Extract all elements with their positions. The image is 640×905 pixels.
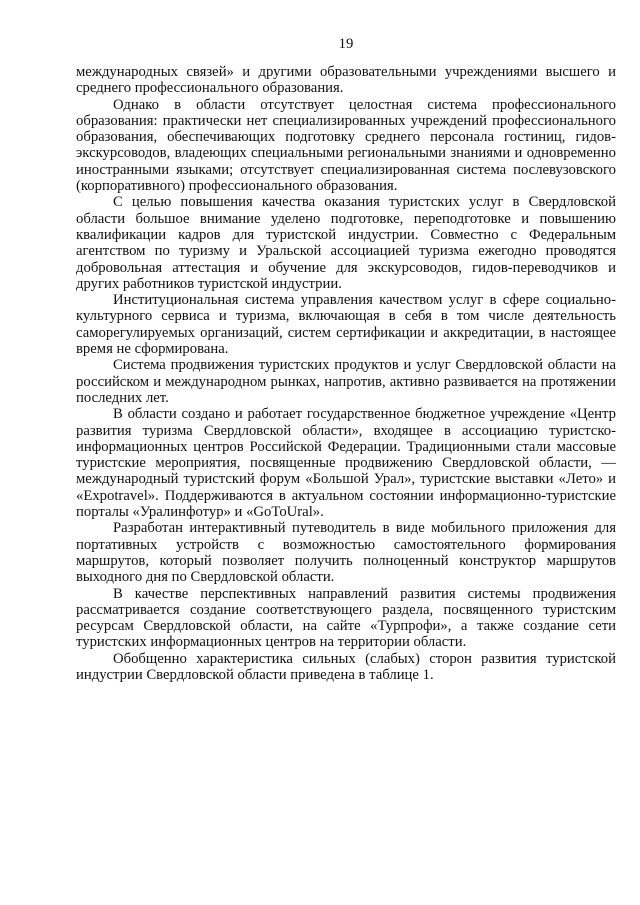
paragraph-6: В области создано и работает государственное бюджетное учреждение «Центр развития туризма Свердловской области», входящее в ассоциацию туристско-информационных центров Российской Федерации. Традиционными стали массовые туристские мероприятия, посвященные продвижению Свердловской области, — международный туристский форум «Большой Урал», туристские выставки «Лето» и «Expotravel». Поддерживаются в актуальном состоянии информационно-туристские порталы «Уралинфотур» и «GoToUral». — [76, 406, 616, 521]
paragraph-4: Институциональная система управления качеством услуг в сфере социально-культурного сервиса и туризма, включающая в себя в том числе деятельность саморегулируемых организаций, систем сертификации и аккредитации, в настоящее время не сформирована. — [76, 292, 616, 358]
paragraph-2: Однако в области отсутствует целостная система профессионального образования: практически нет специализированных учреждений профессионального образования, обеспечивающих подготовку среднего персонала гостиниц, гидов-экскурсоводов, владеющих специальными региональными знаниями и одновременно иностранными языками; отсутствует специализированная система послевузовского (корпоративного) профессионального образования. — [76, 96, 616, 195]
document-body — [76, 64, 616, 683]
paragraph-3: С целью повышения качества оказания туристских услуг в Свердловской области большое внимание уделено подготовке, переподготовке и повышению квалификации кадров для туристской индустрии. Совместно с Федеральным агентством по туризму и Уральской ассоциацией туризма ежегодно проводятся добровольная аттестация и обучение для экскурсоводов, гидов-переводчиков и других работников туристской индустрии. — [76, 194, 616, 292]
page-number: 19 — [338, 36, 354, 52]
paragraph-5: Система продвижения туристских продуктов и услуг Свердловской области на российском и международном рынках, напротив, активно развивается на протяжении последних лет. — [76, 357, 616, 406]
paragraph-8: В качестве перспективных направлений развития системы продвижения рассматривается создание соответствующего раздела, посвященного туристским ресурсам Свердловской области, на сайте «Турпрофи», а также создание сети туристских информационных центров на территории области. — [76, 585, 616, 651]
paragraph-9: Обобщенно характеристика сильных (слабых) сторон развития туристской индустрии Свердловской области приведена в таблице 1. — [76, 650, 616, 683]
paragraph-7: Разработан интерактивный путеводитель в виде мобильного приложения для портативных устройств с возможностью самостоятельного формирования маршрутов, который позволяет получить полноценный конструктор маршрутов выходного дня по Свердловской области. — [76, 520, 616, 586]
paragraph-1: международных связей» и другими образовательными учреждениями высшего и среднего профессионального образования. — [76, 64, 616, 97]
